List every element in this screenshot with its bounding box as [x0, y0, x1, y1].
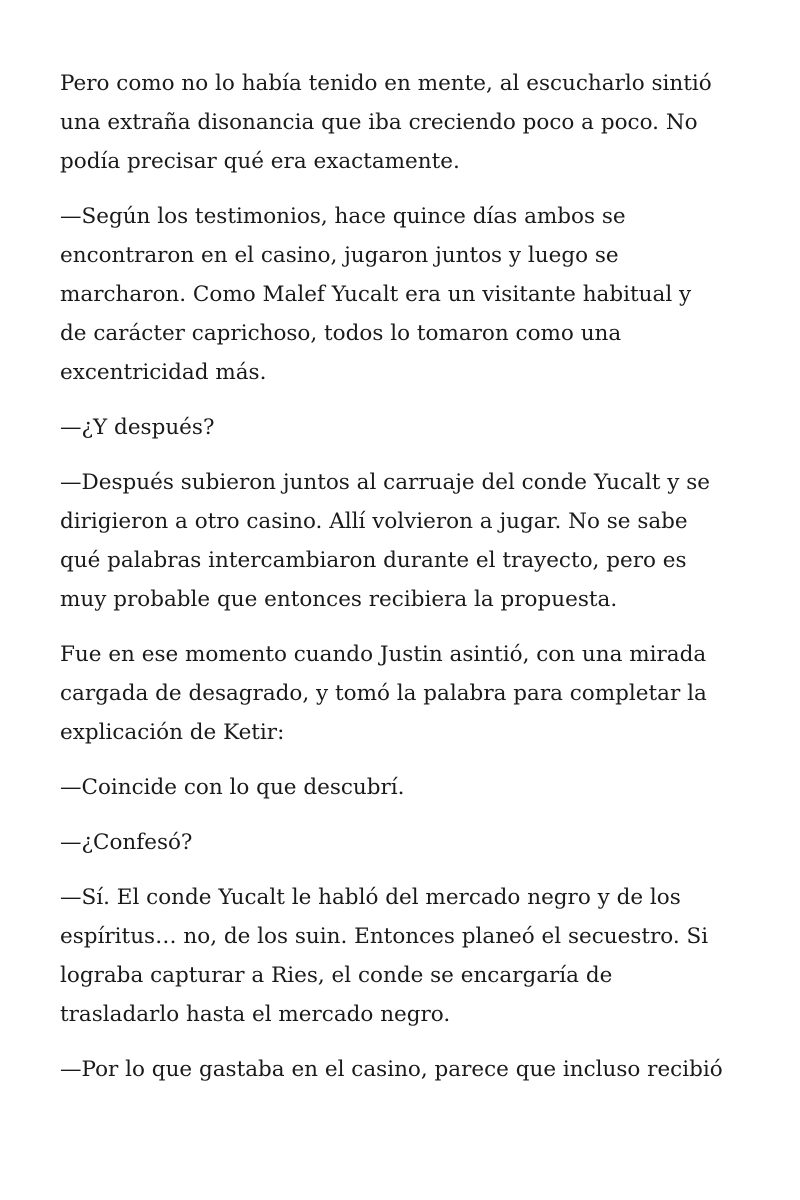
- text-line: marcharon. Como Malef Yucalt era un visitante habitual y: [60, 282, 692, 307]
- text-line: qué palabras intercambiaron durante el trayecto, pero es: [60, 548, 687, 573]
- text-line: —¿Confesó?: [60, 830, 193, 855]
- text-line: una extraña disonancia que iba creciendo poco a poco. No: [60, 110, 698, 135]
- text-line: Pero como no lo había tenido en mente, al escucharlo sintió: [60, 71, 712, 96]
- text-line: explicación de Ketir:: [60, 720, 285, 745]
- paragraph: [60, 635, 750, 752]
- paragraph: [60, 823, 750, 862]
- text-line: —Sí. El conde Yucalt le habló del mercado negro y de los: [60, 885, 681, 910]
- text-line: muy probable que entonces recibiera la propuesta.: [60, 587, 618, 612]
- text-line: trasladarlo hasta el mercado negro.: [60, 1002, 451, 1027]
- text-line: —Por lo que gastaba en el casino, parece que incluso recibió: [60, 1057, 723, 1082]
- paragraph: [60, 768, 750, 807]
- text-line: —Según los testimonios, hace quince días ambos se: [60, 204, 626, 229]
- paragraph: [60, 64, 750, 181]
- text-line: podía precisar qué era exactamente.: [60, 149, 460, 174]
- text-line: cargada de desagrado, y tomó la palabra para completar la: [60, 681, 707, 706]
- text-line: lograba capturar a Ries, el conde se encargaría de: [60, 963, 613, 988]
- paragraph: [60, 408, 750, 447]
- text-line: —¿Y después?: [60, 415, 215, 440]
- text-line: de carácter caprichoso, todos lo tomaron como una: [60, 321, 622, 346]
- paragraph: [60, 1050, 750, 1089]
- text-line: Fue en ese momento cuando Justin asintió, con una mirada: [60, 642, 707, 667]
- paragraph: [60, 463, 750, 619]
- paragraph: [60, 197, 750, 392]
- text-line: excentricidad más.: [60, 360, 267, 385]
- paragraph: [60, 878, 750, 1034]
- document-body: [60, 64, 750, 1105]
- text-line: —Coincide con lo que descubrí.: [60, 775, 405, 800]
- text-line: dirigieron a otro casino. Allí volvieron a jugar. No se sabe: [60, 509, 688, 534]
- text-line: espíritus… no, de los suin. Entonces planeó el secuestro. Si: [60, 924, 709, 949]
- text-line: encontraron en el casino, jugaron juntos y luego se: [60, 243, 619, 268]
- text-line: —Después subieron juntos al carruaje del conde Yucalt y se: [60, 470, 710, 495]
